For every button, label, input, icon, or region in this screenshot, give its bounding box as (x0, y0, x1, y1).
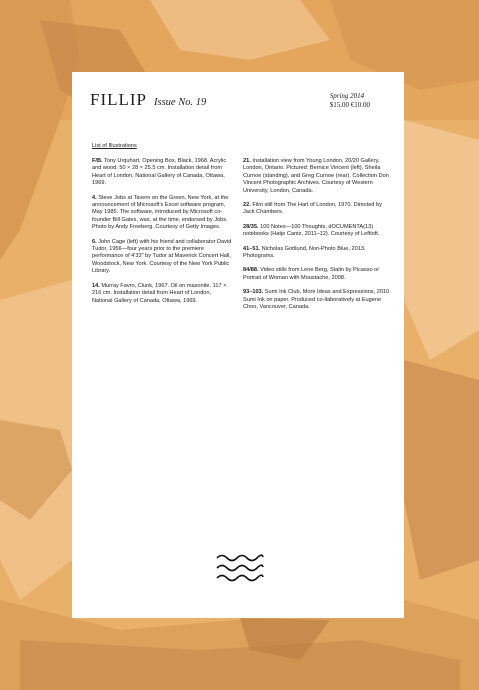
season-label: Spring 2014 (329, 92, 365, 100)
list-item: 14. Murray Favro, Clunk, 1967. Oil on masonite. 117 × 216 cm. Installation detail from Heart of London, National Gallery of Canada, Ottawa, 1969. (92, 282, 227, 304)
list-item: 6. John Cage (left) with his friend and collaborator David Tudor, 1956—four years prior to the premiere performance of 4'33" by Tudor at Maverick Concert Hall, Woodstock, New York. Courtesy of the New York Public Library. (92, 238, 232, 275)
price-label: $15.00 €10.00 (329, 100, 370, 109)
document-page (72, 72, 404, 618)
list-item: 84/88. Video stills from Lene Berg, Stalin by Picasso or Portrait of Woman with Moustache, 2008. (243, 267, 380, 281)
list-item: 28/35. 100 Notes—100 Thoughts, dOCUMENTA(13) notebooks (Hatje Cantz, 2011–12). Courtesy of Leftloft. (243, 223, 380, 238)
list-item: 22. Film still from The Hart of London, 1970. Directed by Jack Chambers. (243, 202, 382, 216)
list-item: F/B. Tony Urquhart, Opening Box, Black, 1968. Acrylic and wood. 50 × 28 × 25.5 cm. Installation detail from Heart of London, National Gallery of Canada, Ottawa, 1969. (92, 158, 227, 187)
list-item: 41–51. Nicholas Gottlund, Non-Photo Blue, 2013. Photograms. (243, 245, 366, 260)
list-item: 93–103. Sumi Ink Club, More Ideas and Expressions, 2010. Sumi Ink on paper. Produced co-llaboratively at Eugene Choo, Vancouver, Canada. (243, 289, 391, 311)
list-item: 21. Installation view from Young London, 20/20 Gallery, London, Ontario. Pictured: Bernice Vincent (left), Sheila Curnoe (standing), and Greg Curnoe (rear). Collection Don Vincent Photographic Archives. Courtesy of Western University, London, Canada. (243, 158, 389, 194)
illustrations-column-left (92, 158, 232, 312)
masthead (90, 90, 206, 110)
issue-number: Issue No. 19 (154, 97, 207, 108)
magazine-title: FILLIP (90, 90, 147, 109)
waves-icon (216, 553, 264, 583)
list-item: 4. Steve Jobs at Tavern on the Green, New York, at the announcement of Microsoft's Excel software program, May 1985. The software, introduced by Microsoft co-founder Bill Gates, was, at the time, endorsed by Jobs. Photo by Andy Freeberg. Courtesy of Getty Images. (92, 194, 229, 231)
illustrations-column-right (243, 158, 391, 319)
edition-info (330, 92, 370, 109)
list-heading: List of Illustrations (92, 143, 137, 149)
